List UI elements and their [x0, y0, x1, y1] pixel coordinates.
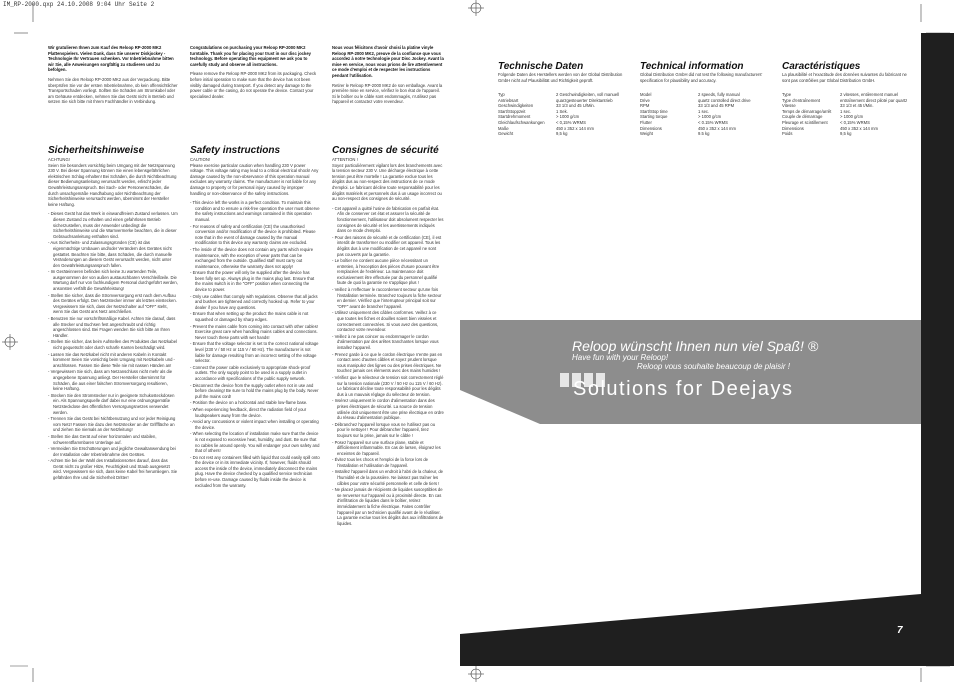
safety-item: - Stecken Sie den Stromstecker nur in geeignete Schukosteckdosen ein. Als Spannungsquelle darf dabei nur eine ordnungsgemäße Netzsteckdose des öffentlichen Versorgungsnetzes verwendet werden.	[48, 393, 178, 415]
spec-value: 450 x 352 x 144 mm	[698, 125, 736, 131]
spec-label: Couple de démarrage	[782, 114, 823, 120]
intro-fr	[332, 45, 444, 135]
safety-item: - Only use cables that comply with regulations. Observe that all jacks and bushes are tightened and correctly hooked up. Refer to your dealer if you have any questions.	[190, 294, 320, 311]
safety-item: - Débranchez l'appareil lorsque vous ne l'utilisez pas ou pour le nettoyer ! Pour débrancher l'appareil, tirez toujours sur la prise, jamais sur le câble !	[332, 422, 444, 439]
slogan-fr: Reloop vous souhaite beaucoup de plaisir !	[637, 362, 790, 371]
safety-item: - Im Geräteinneren befinden sich keine zu wartenden Teile, ausgenommen der von außen austauschbaren Verschleißteile. Die Wartung darf nur von fachkundigem Personal durchgeführt werden, ansonsten verfällt die Gewährleistung!	[48, 269, 178, 291]
safety-item: - Posez l'appareil sur une surface plane, stable et difficilement inflammable. En cas de larsen, éloignez les enceintes de l'appareil.	[332, 440, 444, 457]
safety-item: - Le boîtier ne contient aucune pièce nécessitant un entretien, à l'exception des pièces d'usure pouvant être remplacées de l'extérieur. La maintenance doit exclusivement être effectuée par du personnel qualifié faute de quoi la garantie ne s'applique plus !	[332, 258, 444, 286]
safety-en-caution: CAUTION!	[190, 157, 211, 162]
right-edge-band	[921, 33, 954, 666]
spec-value: 2 Geschwindigkeiten, voll manuell	[556, 92, 620, 97]
safety-item: - When experiencing feedback, direct the radiation field of your loudspeakers away from the device.	[190, 407, 320, 418]
spec-label: Type	[782, 92, 792, 97]
intro-de-text: Nehmen Sie den Reloop RP-2000 MK2 aus der Verpackung. Bitte überprüfen Sie vor der ersten Inbetriebnahme, ob kein offensichtlicher Transportschaden vorliegt. Sollten Sie Schäden am Stromkabel oder am Gehäuse entdecken, nehmen Sie das Gerät nicht in Betrieb und setzen Sie sich bitte mit Ihrem Fachhändler in Verbindung.	[48, 76, 178, 105]
spec-label: Starting torque	[640, 114, 668, 120]
spec-label: Typ	[498, 92, 505, 97]
safety-de-title: Sicherheitshinweise	[48, 145, 145, 156]
intro-en-bold: Congratulations on purchasing your Reloop RP-2000 MK2 turntable. Thank you for placing your trust in our disc jockey technology. Before operating this equipment we ask you to carefully study and observe all instructions.	[190, 45, 311, 67]
tech-en-subtitle: Global Distribution GmbH did not test the following manufacturers' specification for plausibility and accuracy.	[640, 72, 763, 83]
spec-label: RPM	[640, 103, 650, 109]
spec-label: Dimensions	[640, 125, 662, 131]
spec-label: Weight	[640, 131, 653, 137]
spec-value: entraînement direct piloté par quartz	[840, 97, 908, 103]
safety-item: - Prevent the mains cable from coming into contact with other cables! Exercise great care when handling mains cables and connections. Never touch these parts with wet hands!	[190, 324, 320, 341]
spec-value: quartz controlled direct drive	[698, 97, 751, 103]
spec-row	[640, 131, 751, 137]
spec-value: 9,5 kg	[840, 131, 852, 137]
safety-en-list	[190, 200, 320, 488]
tech-fr-table	[782, 92, 907, 137]
safety-de-body	[48, 157, 178, 597]
safety-item: - Ne placez jamais de récipients de liquides susceptibles de se renverser sur l'appareil ou à proximité directe. En cas d'infiltration de liquides dans le boîtier, retirez immédiatement la fiche électrique. Faites contrôler l'appareil par un technicien qualifié avant de le réutiliser. La garantie exclue tous les dégâts dus aux infiltrations de liquides.	[332, 487, 444, 526]
safety-item: - Veillez à ne pas coincer ou endommager le cordon d'alimentation par des arêtes tranchantes lorsque vous installez l'appareil.	[332, 334, 444, 351]
registration-mark-top	[468, 0, 484, 16]
spec-value: 1 sec.	[840, 108, 852, 114]
spec-label: Antriebsart	[498, 97, 519, 103]
spec-label: Start/Stop time	[640, 108, 668, 114]
registration-mark-bottom	[468, 666, 484, 682]
intro-fr-bold: Nous vous félicitons d'avoir choisi la platine vinyle Reloop RP-2000 MK2, preuve de la confiance que vous accordez à notre technologie pour Disc Jockey. Avant la mise en service, nous vous prions de lire attentivement ce mode d'emploi et de respecter les instructions pendant l'utilisation.	[332, 45, 444, 78]
safety-item: - Stellen Sie das Gerät auf einer horizontalen und stabilen, schwerentflammbaren Unterlage auf.	[48, 434, 178, 445]
safety-item: - Évitez tous les chocs et l'emploi de la force lors de l'installation et l'utilisation de l'appareil.	[332, 457, 444, 468]
safety-item: - Utilisez uniquement des câbles conformes. Veillez à ce que toutes les fiches et douilles soient bien vissées et correctement connectées. Si vous avez des questions, contactez votre revendeur.	[332, 310, 444, 332]
safety-fr-list	[332, 206, 444, 527]
spec-label: Vitesse	[782, 103, 796, 109]
safety-fr-caution: ATTENTION !	[332, 157, 358, 162]
spec-label: Model	[640, 92, 652, 97]
registered-mark: ®	[807, 338, 819, 354]
safety-fr-title: Consignes de sécurité	[332, 145, 439, 156]
slogan-de-text: Reloop wünscht Ihnen nun viel Spaß!	[572, 338, 804, 354]
spec-label: Geschwindigkeiten	[498, 103, 534, 109]
safety-item: - Ensure that the power will only be supplied after the device has been fully set up. Always plug in the mains plug last. Ensure that the mains switch is in the "OFF" position when connecting the device to power.	[190, 270, 320, 292]
spec-value: < 0,15% WRMS	[556, 119, 586, 125]
safety-fr-lead: Soyez particulièrement vigilant lors des branchements avec la tension secteur 230 V. Une décharge électrique à cette tension peut être mortelle ! La garantie exclue tous les dégâts dus au non-respect des instructions de ce mode d'emploi. Le fabricant décline toute responsabilité pour les dégâts matériels et personnels dus à un usage incorrect ou au non-respect des consignes de sécurité.	[332, 162, 443, 202]
safety-item: - Veillez à n'effectuer le raccordement secteur qu'une fois l'installation terminée. Branchez toujours la fiche secteur en dernier. Vérifiez que l'interrupteur principal soit sur "OFF" avant de brancher l'appareil.	[332, 287, 444, 309]
spec-label: Type d'entraînement	[782, 97, 821, 103]
safety-item: - The inside of the device does not contain any parts which require maintenance, with the exception of wear parts that can be exchanged from the outside. Qualified staff must carry out maintenance, otherwise the warranty does not apply!	[190, 247, 320, 269]
safety-item: - Stellen Sie sicher, das beim Aufstellen des Produktes das Netzkabel nicht gequetscht oder durch scharfe Kanten beschädigt wird.	[48, 339, 178, 350]
safety-item: - When selecting the location of installation make sure that the device is not exposed to excessive heat, humidity, and dust. Be sure that no cables lie around openly. You will endanger your own safety and that of others!	[190, 431, 320, 453]
slogan-en: Have fun with your Reloop!	[572, 353, 669, 362]
tech-fr-title: Caractéristiques	[782, 61, 861, 72]
spec-label: Flutter	[640, 119, 652, 125]
spec-row	[782, 131, 907, 137]
spec-value: 450 x 352 x 144 mm	[556, 125, 594, 131]
spec-label: Start/Stoppzeit	[498, 108, 526, 114]
spec-value: > 1000 g/cm	[698, 114, 722, 120]
spec-value: > 1000 g/cm	[840, 114, 864, 120]
safety-item: - Ensure that the voltage selector is set to the correct national voltage level (230 V / 50 Hz or 115 V / 60 Hz). The manufacturer is not liable for damage resulting from an incorrect setting of the voltage selector.	[190, 341, 320, 363]
spec-label: Pleurage et scintillement	[782, 119, 828, 125]
safety-item: - Ensure that when setting up the product the mains cable is not squashed or damaged by sharp edges.	[190, 311, 320, 322]
spec-label: Maße	[498, 125, 509, 131]
safety-item: - Position the device on a horizontal and stable low-flame base.	[190, 400, 320, 406]
spec-value: 33 1/3 and 45 RPM	[698, 103, 735, 109]
safety-item: - Disconnect the device from the supply outlet when not in use and before cleaning! Be sure to hold the mains plug by the body. Never pull the mains cord!	[190, 383, 320, 400]
file-header: IM_RP-2000.qxp 24.10.2008 9:04 Uhr Seite 2	[3, 1, 155, 8]
spec-label: Gleichlaufschwankungen	[498, 119, 545, 125]
tech-de-table	[498, 92, 619, 137]
safety-item: - Installez l'appareil dans un endroit à l'abri de la chaleur, de l'humidité et de la poussière. Ne laissez pas traîner les câbles pour votre sécurité personnelle et celle de tiers !	[332, 469, 444, 486]
safety-de-caution: ACHTUNG!	[48, 157, 70, 162]
spec-value: < 0.15% WRMS	[698, 119, 728, 125]
safety-item: - Cet appareil a quitté l'usine de fabrication en parfait état. Afin de conserver cet état et assurer la sécurité de fonctionnement, l'utilisateur doit absolument respecter les consignes de sécurité et les avertissements indiqués dans ce mode d'emploi.	[332, 206, 444, 234]
safety-item: - Vérifiez que le sélecteur de tension soit correctement réglé sur la tension nationale (230 V / 50 Hz ou 115 V / 60 Hz). Le fabricant décline toute responsabilité pour les dégâts dus à un mauvais réglage du sélecteur de tension.	[332, 375, 444, 397]
spec-value: 1 Sek.	[556, 108, 568, 114]
safety-item: - Achten Sie bei der Wahl des Installationsortes darauf, dass das Gerät nicht zu großer Hitze, Feuchtigkeit und Staub ausgesetzt wird. Vergewissern sie sich, dass keine Kabel frei herumliegen. Sie gefährden Ihre und die Sicherheit Dritter!	[48, 458, 178, 480]
safety-en-title: Safety instructions	[190, 145, 281, 156]
intro-en-text: Please remove the Reloop RP-2000 MK2 from its packaging. Check before initial operation to make sure that the device has not been visibly damaged during transport. If you detect any damage to the power cable or the casing, do not operate the device. Contact your specialised dealer.	[190, 71, 317, 99]
safety-en-lead: Please exercise particular caution when handling 230 V power voltage. This voltage rating may lead to a critical electrical shock! Any damage caused by the non-observance of this operation manual excludes any warranty claims. The manufacturer is not liable for any damage to property or for personal injury caused by improper handling or non-observance of the safety instructions.	[190, 162, 319, 196]
tagline: Solutions for Deejays	[573, 378, 794, 400]
spec-value: 9.5 kg	[698, 131, 710, 137]
safety-item: - Pour des raisons de sécurité et de certification (CE), il est interdit de transformer ou modifier cet appareil. Tous les dégâts dus à une modification de cet appareil ne sont pas couverts par la garantie.	[332, 235, 444, 257]
spec-value: > 1000 g/cm	[556, 114, 580, 120]
spec-value: quarzgesteuerter Direktantrieb	[556, 97, 613, 103]
safety-item: - This device left the works in a perfect condition. To maintain this condition and to ensure a risk-free operation the user must observe the safety instructions and warnings contained in this operation manual.	[190, 200, 320, 222]
spec-label: Drive	[640, 97, 650, 103]
spec-label: Gewicht	[498, 131, 514, 137]
tech-fr-subtitle: La plausibilité et l'exactitude des données suivantes du fabricant ne sont pas contrôlées par Global Distribution GmbH.	[782, 72, 907, 83]
tech-de-subtitle: Folgende Daten des Herstellers werden von der Global Distribution GmbH nicht auf Plausibilität und Richtigkeit geprüft.	[498, 72, 623, 83]
safety-item: - Prenez garde à ce que le cordon électrique n'entre pas en contact avec d'autres câbles et soyez prudent lorsque vous manipulez des lignes ou des prises électriques. Ne touchez jamais ces éléments avec des mains humides !	[332, 352, 444, 374]
safety-item: - Do not rest any containers filled with liquid that could easily spill onto the device or in its immediate vicinity. If, however, fluids should access the inside of the device, immediately disconnect the mains plug. Have the device checked by a qualified service technician before re-use. Damage caused by fluids inside the device is excluded from the warranty.	[190, 455, 320, 489]
safety-de-list	[48, 211, 178, 480]
spec-value: 33 1/3 und 45 U/Min.	[556, 103, 595, 109]
spec-label: Dimensions	[782, 125, 804, 131]
spec-row	[498, 131, 619, 137]
safety-item: - Lassen Sie das Netzkabel nicht mit anderen Kabeln in Kontakt kommen! Seien Sie vorsichtig beim Umgang mit Netzkabeln und -anschlüssen. Fassen Sie diese Teile nie mit nassen Händen an!	[48, 352, 178, 369]
safety-item: - Vermeiden Sie Erschütterungen und jegliche Gewaltanwendung bei der Installation oder Inbetriebnahme des Gerätes.	[48, 446, 178, 457]
intro-de-bold: Wir gratulieren Ihnen zum Kauf des Reloop RP-2000 MK2 Plattenspielers. Vielen Dank, dass Sie unserer Diskjockey - Technologie Ihr Vertrauen schenken. Vor Inbetriebnahme bitten wir Sie, alle Anweisungen sorgfältig zu studieren und zu befolgen.	[48, 45, 174, 73]
safety-item: - Trennen Sie das Gerät bei Nichtbenutzung und vor jeder Reinigung vom Netz! Fassen Sie dazu den Netzstecker an der Grifffläche an und ziehen Sie niemals an der Netzleitung!	[48, 416, 178, 433]
slogan-de	[572, 338, 818, 354]
intro-de	[48, 45, 178, 135]
spec-value: 2 vitesses, entièrement manuel	[840, 92, 898, 97]
safety-item: - Insérez uniquement le cordon d'alimentation dans des prises électriques de sécurité. La source de tension utilisée doit uniquement être une prise électrique en ordre du réseau d'alimentation publique.	[332, 398, 444, 420]
intro-fr-text: Retirer le Reloop RP-2000 MK2 de son emballage. Avant la première mise en service, vérifiez le bon état de l'appareil. Si le boîtier ou le câble sont endommagés, n'utilisez pas l'appareil et contactez votre revendeur.	[332, 82, 443, 105]
intro-en	[190, 45, 320, 135]
page-number-right: 7	[897, 625, 903, 636]
spec-value: 9,5 kg	[556, 131, 568, 137]
tech-en-title: Technical information	[640, 61, 744, 72]
spec-label: Temps de démarrage/arrêt	[782, 108, 832, 114]
tech-en-table	[640, 92, 751, 137]
safety-fr-body	[332, 157, 444, 597]
page-number-left: 2	[452, 625, 458, 636]
spec-value: 1 sec.	[698, 108, 710, 114]
safety-de-lead: Seien Sie besonders vorsichtig beim Umgang mit der Netzspannung 230 V. Bei dieser Spannung können Sie einen lebensgefährlichen elektrischen Schlag erhalten! Bei Schäden, die durch Nichtbeachtung dieser Bedienungsanleitung verursacht werden, erlischt jeder Gewährleistungsanspruch. Bei Sach- oder Personenschäden, die durch unsachgemäße Handhabung oder Nichtbeachtung der Sicherheitshinweise verursacht werden, übernimmt der Hersteller keine Haftung.	[48, 162, 177, 207]
safety-en-body	[190, 157, 320, 597]
safety-item: - Aus Sicherheits- und Zulassungsgründen (CE) ist das eigenmächtige Umbauen und/oder Verändern des Gerätes nicht gestattet. Beachten Sie bitte, dass Schäden, die durch manuelle Veränderungen an diesem Gerät verursacht werden, nicht unter den Gewährleistungsanspruch fallen.	[48, 240, 178, 268]
bottom-band	[460, 594, 921, 666]
spec-label: Poids	[782, 131, 793, 137]
spec-value: < 0,15% WRMS	[840, 119, 870, 125]
slogan-box	[460, 320, 921, 424]
safety-item: - Dieses Gerät hat das Werk in einwandfreiem Zustand verlassen. Um diesen Zustand zu erhalten und einen gefahrlosen Betrieb sicherzustellen, muss der Anwender unbedingt die Sicherheitshinweise und die Warnvermerke beachten, die in dieser Gebrauchsanleitung enthalten sind.	[48, 211, 178, 239]
tech-de-title: Technische Daten	[498, 61, 584, 72]
registration-mark-left	[2, 334, 18, 350]
safety-item: - Avoid any concussions or violent impact when installing or operating the device.	[190, 419, 320, 430]
spec-value: 450 x 352 x 144 mm	[840, 125, 878, 131]
safety-item: - Vergewissern Sie sich, dass am Netzanschluss nicht mehr als die angegebene Spannung anliegt. Der Hersteller übernimmt für Schäden, die aus einer falschen Stromversorgung resultieren, keine Haftung.	[48, 369, 178, 391]
spec-value: 2 speeds, fully manual	[698, 92, 740, 97]
spec-label: Startdrehmoment	[498, 114, 531, 120]
safety-item: - Benutzen Sie nur vorschriftsmäßige Kabel. Achten Sie darauf, dass alle Stecker und Buchsen fest angeschraubt und richtig angeschlossen sind. Bei Fragen wenden Sie sich bitte an Ihren Händler.	[48, 316, 178, 338]
safety-item: - Connect the power cable exclusively to appropriate shock-proof outlets. The only supply point to be used is a supply outlet in accordance with specifications of the public supply network.	[190, 365, 320, 382]
spec-value: 33 1/3 et 45 t/Min.	[840, 103, 874, 109]
safety-item: - For reasons of safety and certification (CE) the unauthorised conversion and/or modification of the device is prohibited. Please note that in the event of damage caused by the manual modification to this device any warranty claims are excluded.	[190, 224, 320, 246]
safety-item: - Stellen Sie sicher, dass die Stromversorgung erst nach dem Aufbau des Gerätes erfolgt. Den Netzstecker immer als letztes einstecken. Vergewissern Sie sich, dass der Netzschalter auf "OFF" steht, wenn Sie das Gerät ans Netz anschließen.	[48, 293, 178, 315]
